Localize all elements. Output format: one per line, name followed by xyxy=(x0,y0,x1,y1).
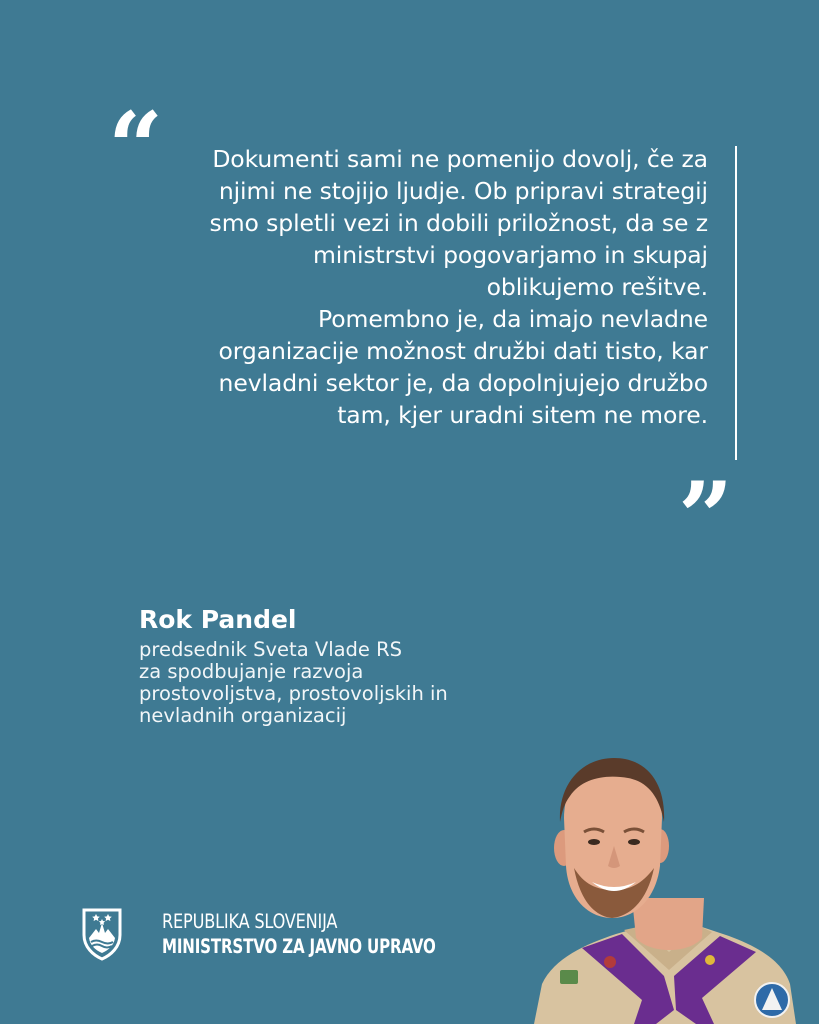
ministry-name xyxy=(162,910,480,960)
quote-line: tam, kjer uradni sitem ne more. xyxy=(337,401,708,429)
quote-text xyxy=(150,143,708,431)
quote-divider xyxy=(735,146,737,460)
person-role xyxy=(139,639,559,727)
person-block xyxy=(139,603,559,727)
slovenia-coat-of-arms-icon xyxy=(80,907,124,961)
quote-line: Pomembno je, da imajo nevladne xyxy=(318,305,708,333)
role-line: za spodbujanje razvoja xyxy=(139,660,364,683)
person-name: Rok Pandel xyxy=(139,605,297,634)
quote-line: oblikujemo rešitve. xyxy=(486,273,708,301)
role-line: predsednik Sveta Vlade RS xyxy=(139,638,403,661)
open-quote-icon: “ xyxy=(108,100,164,170)
quote-line: ministrstvi pogovarjamo in skupaj xyxy=(312,241,708,269)
quote-line: nevladni sektor je, da dopolnjujejo družbo xyxy=(218,369,708,397)
ministry-line-2: MINISTRSTVO ZA JAVNO UPRAVO xyxy=(162,935,436,958)
close-quote-icon: ” xyxy=(678,470,734,530)
quote-line: organizacije možnost družbi dati tisto, kar xyxy=(218,337,708,365)
quote-line: Dokumenti sami ne pomenijo dovolj, če za xyxy=(212,145,708,173)
ministry-line-1: REPUBLIKA SLOVENIJA xyxy=(162,910,338,933)
quote-line: njimi ne stojijo ljudje. Ob pripravi strategij xyxy=(218,177,708,205)
person-photo xyxy=(524,748,819,1024)
role-line: nevladnih organizacij xyxy=(139,704,347,727)
quote-line: smo spletli vezi in dobili priložnost, da se z xyxy=(209,209,708,237)
role-line: prostovoljstva, prostovoljskih in xyxy=(139,682,448,705)
